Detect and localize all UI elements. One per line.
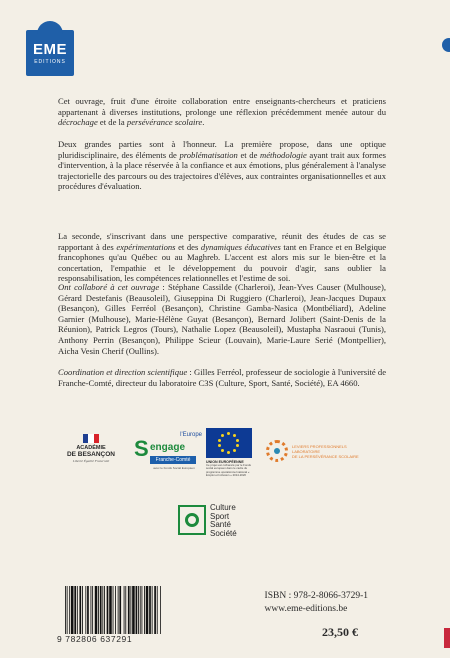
barcode-bar bbox=[82, 586, 83, 634]
eu-label: UNION EUROPÉENNE bbox=[206, 460, 244, 464]
barcode-bar bbox=[115, 586, 116, 634]
c3s-emblem-icon bbox=[178, 505, 206, 535]
barcode-bar bbox=[160, 586, 161, 634]
barcode-bar bbox=[87, 586, 89, 634]
barcode-bar bbox=[125, 586, 126, 634]
contributors-label: Ont collaboré à cet ouvrage bbox=[58, 282, 160, 292]
price-label: 23,50 € bbox=[322, 625, 358, 639]
barcode-bar bbox=[142, 586, 143, 634]
french-flag-icon bbox=[83, 434, 99, 443]
barcode-bar bbox=[71, 586, 74, 634]
coordination-label: Coordination et direction scientifique bbox=[58, 367, 188, 377]
barcode-bar bbox=[91, 586, 92, 634]
barcode-bar bbox=[119, 586, 121, 634]
europe-label: l'Europe bbox=[180, 432, 202, 438]
eu-funding-note: Ce projet est cofinancé par le Fonds social européen dans le cadre du programme opérationnel national « Emploi et Inclusion » 2014-2020 bbox=[206, 463, 251, 478]
barcode-bar bbox=[107, 586, 109, 634]
eme-logo bbox=[26, 30, 74, 76]
leviers-text bbox=[292, 444, 359, 459]
barcode-bar bbox=[144, 586, 145, 634]
leviers-line1: LEVIERS PROFESSIONNELS bbox=[292, 444, 347, 449]
isbn-number: ISBN : 978-2-8066-3729-1 bbox=[264, 591, 368, 601]
barcode-bar bbox=[118, 586, 119, 634]
barcode-bar bbox=[65, 586, 66, 634]
barcode-bars bbox=[65, 586, 161, 634]
barcode-bar bbox=[95, 586, 98, 634]
engage-label: engage bbox=[150, 442, 186, 453]
contributors-paragraph bbox=[58, 282, 386, 356]
barcode-digits: 9 782806 637291 bbox=[57, 634, 133, 644]
c3s-text bbox=[210, 504, 237, 538]
coordination-text: : Gilles Ferréol, professeur de sociologie à l'université de Franche-Comté, directeur du laboratoire C3S (Culture, Sport, Santé, Société), EA 4660. bbox=[58, 367, 387, 388]
barcode-bar bbox=[77, 586, 78, 634]
academie-besancon-logo bbox=[58, 434, 124, 474]
spine-logo-edge bbox=[442, 38, 450, 52]
logo-sub: EDITIONS bbox=[34, 58, 66, 65]
barcode-bar bbox=[67, 586, 68, 634]
barcode-bar bbox=[69, 586, 70, 634]
academie-label: ACADÉMIE bbox=[76, 445, 106, 451]
barcode-bar bbox=[124, 586, 125, 634]
eu-flag-icon bbox=[206, 428, 252, 458]
barcode-bar bbox=[136, 586, 138, 634]
contributors-list: : Stéphane Cassilde (Charleroi), Jean-Yves Causer (Mulhouse), Gérard Destefanis (Beausoleil), Giuseppina Di Ruggiero (Charleroi), Jean-Jacques Dupaux (Besançon), Gilles Ferréol (Besançon), Christine Gamba-Nasica (Montbéliard), Adeline Garnier (Mulhouse), Marie-Hélène Guyat (Besançon), Bernard Jolibert (Saint-Denis de la Réunion), Patrick Legros (Tours), Nathalie Lopez (Beausoleil), Mustapha Nasraoui (Tunis), Anthony Perrin (Besançon), Philippe Scieur (Louvain), Marie-Laure Serié (Montpellier), Aicha Vesin Cherif (Oullins). bbox=[58, 282, 386, 356]
barcode-bar bbox=[128, 586, 130, 634]
barcode-bar bbox=[140, 586, 141, 634]
barcode-bar bbox=[146, 586, 149, 634]
c3s-logo bbox=[178, 504, 248, 538]
c3s-sante: Santé bbox=[210, 520, 231, 530]
republic-motto: Liberté Égalité Fraternité bbox=[72, 459, 110, 463]
logo-main: EME bbox=[32, 40, 67, 58]
barcode-bar bbox=[132, 586, 135, 634]
barcode-bar bbox=[74, 586, 76, 634]
barcode-bar bbox=[130, 586, 131, 634]
barcode-bar bbox=[149, 586, 151, 634]
franche-comte-label: Franche-Comté bbox=[150, 456, 196, 464]
barcode-bar bbox=[79, 586, 81, 634]
barcode-bar bbox=[154, 586, 156, 634]
isbn-barcode bbox=[57, 586, 161, 646]
isbn-info bbox=[265, 590, 368, 616]
leviers-line3: DE LA PERSÉVÉRANCE SCOLAIRE bbox=[292, 454, 359, 459]
s-letter: S bbox=[134, 436, 149, 461]
barcode-bar bbox=[109, 586, 112, 634]
c3s-culture: Culture bbox=[210, 503, 236, 512]
europe-sengage-logo bbox=[132, 432, 202, 476]
european-union-logo bbox=[206, 428, 258, 480]
c3s-sport: Sport bbox=[210, 511, 230, 521]
publisher-website: www.eme-editions.be bbox=[264, 604, 348, 614]
c3s-societe: Société bbox=[210, 528, 237, 538]
barcode-bar bbox=[102, 586, 103, 634]
barcode-bar bbox=[92, 586, 93, 634]
intro-paragraph: Cet ouvrage, fruit d'une étroite collaboration entre enseignants-chercheurs et praticiens appartenant à diverses institutions, prolonge une réflexion précédemment menée autour du décrochage et de la persévérance scolaire. bbox=[58, 96, 386, 128]
barcode-bar bbox=[152, 586, 153, 634]
barcode-bar bbox=[85, 586, 86, 634]
flower-icon bbox=[266, 440, 288, 462]
leviers-line2: LABORATOIRE bbox=[292, 449, 321, 454]
barcode-bar bbox=[138, 586, 139, 634]
barcode-bar bbox=[157, 586, 158, 634]
logo-arc bbox=[37, 21, 63, 34]
fse-label: avec le Fonds Social Européen bbox=[153, 466, 195, 470]
barcode-bar bbox=[98, 586, 99, 634]
coordination-paragraph bbox=[58, 367, 386, 388]
barcode-bar bbox=[100, 586, 102, 634]
leviers-professionnels-logo bbox=[266, 438, 396, 468]
part-one-paragraph: Deux grandes parties sont à l'honneur. La première propose, dans une optique pluridisciplinaire, des éléments de problématisation et de méthodologie ayant trait aux formes d'intervention, à la place réservée à la confiance et aux émotions, plus généralement à l'analyse trajectorielle des parcours ou des trajectoires d'élèves, aux contraintes organisationnelles et aux procédures d'évaluation. bbox=[58, 139, 386, 192]
spine-red-edge bbox=[444, 628, 450, 648]
barcode-bar bbox=[113, 586, 114, 634]
partner-logos bbox=[58, 428, 398, 478]
besancon-label: DE BESANÇON bbox=[66, 451, 116, 458]
part-two-paragraph: La seconde, s'inscrivant dans une perspective comparative, réunit des études de cas se rapportant à des expérimentations et des dynamiques éducatives tant en France et en Belgique francophones qu'au Québec ou au Maghreb. L'accent est alors mis sur le bien-être et la concertation, l'empathie et le développement du pouvoir d'agir, sans oublier la responsabilisation, les compétences relationnelles et l'estime de soi. bbox=[58, 231, 387, 284]
barcode-bar bbox=[104, 586, 105, 634]
